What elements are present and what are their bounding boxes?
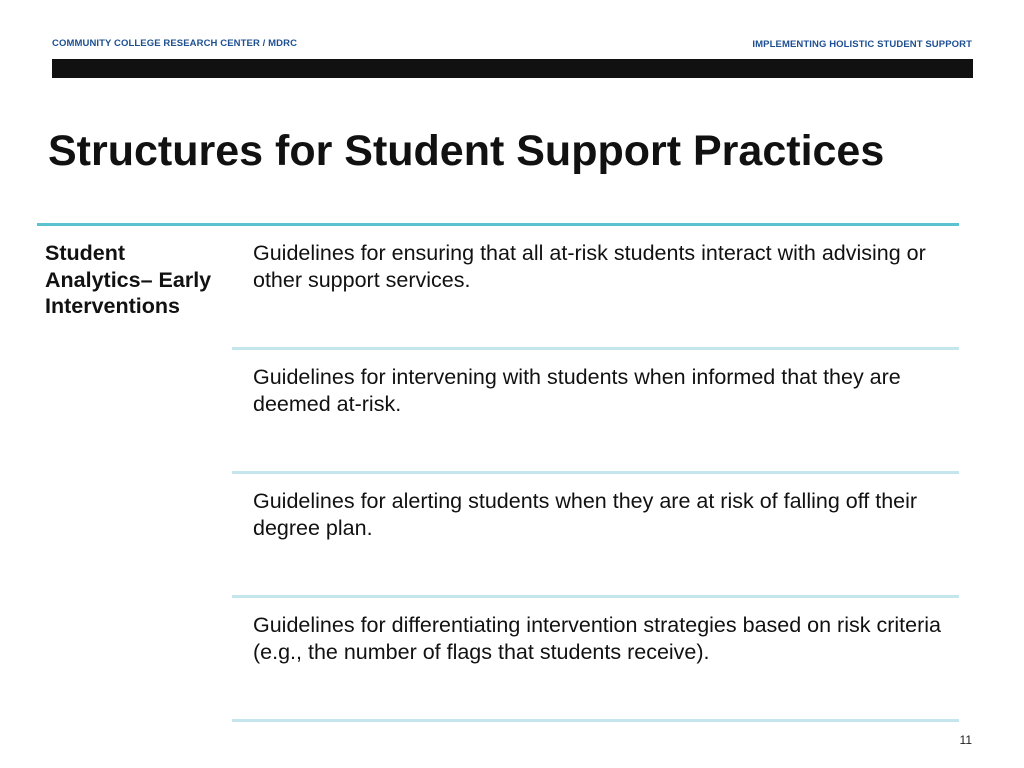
guideline-text: Guidelines for ensuring that all at-risk students interact with advising or other support services. (253, 241, 926, 292)
header-bar (52, 59, 973, 78)
page-number: 11 (959, 733, 972, 747)
header-left-text: COMMUNITY COLLEGE RESEARCH CENTER / MDRC (52, 38, 298, 49)
slide-title: Structures for Student Support Practices (48, 127, 885, 175)
category-label: Student Analytics– Early Interventions (45, 241, 212, 318)
guideline-text: Guidelines for intervening with students when informed that they are deemed at-risk. (253, 365, 901, 416)
guideline-row (232, 598, 959, 722)
guideline-text: Guidelines for differentiating intervention strategies based on risk criteria (e.g., the number of flags that students receive). (253, 613, 941, 664)
guideline-row (232, 350, 959, 474)
guidelines-list (232, 226, 959, 722)
guideline-row (232, 474, 959, 598)
header-right-text: IMPLEMENTING HOLISTIC STUDENT SUPPORT (752, 39, 972, 50)
guideline-row (232, 226, 959, 350)
guideline-text: Guidelines for alerting students when they are at risk of falling off their degree plan. (253, 489, 918, 540)
